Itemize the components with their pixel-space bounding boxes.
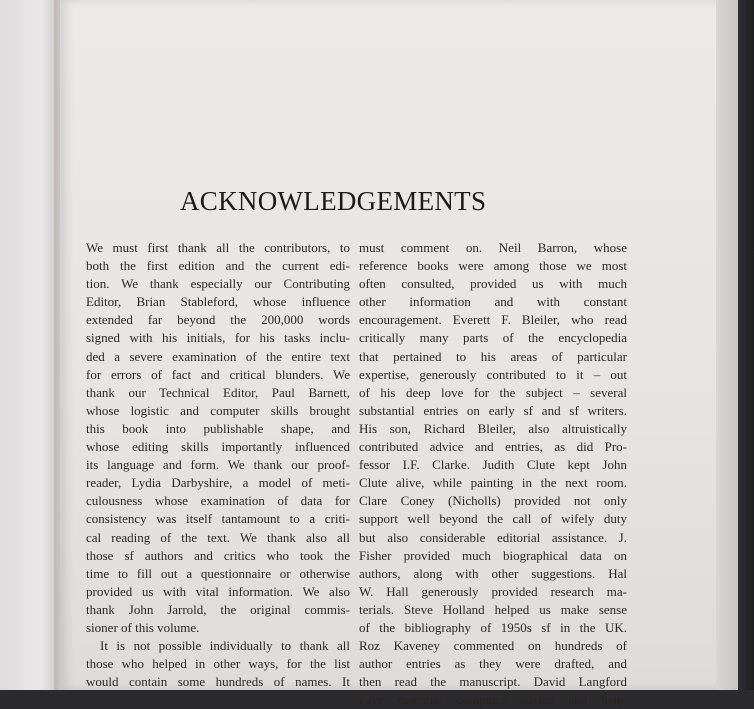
text-line: authors, along with other suggestions. Hal — [359, 565, 627, 581]
text-line: gave essential computer advice and help, — [359, 692, 627, 708]
page-title: ACKNOWLEDGEMENTS — [180, 186, 487, 216]
text-line: It is not possible individually to thank all — [100, 638, 350, 654]
text-line: Editor, Brian Stableford, whose influence — [86, 294, 350, 310]
text-line: thank John Jarrold, the original commis- — [86, 601, 350, 617]
text-line: then read the manuscript. David Langford — [359, 674, 627, 690]
text-line: of the bibliography of 1950s sf in the UK. — [359, 619, 627, 635]
text-line: Clute alive, while painting in the next room. — [359, 475, 627, 491]
facing-page-edge — [0, 0, 58, 690]
text-line: whose editing skills importantly influenced — [86, 439, 350, 455]
text-line: sioner of this volume. — [86, 619, 200, 635]
text-line: terials. Steve Holland helped us make sense — [359, 601, 627, 617]
text-line: that pertained to his areas of particular — [359, 348, 627, 364]
text-line: signed with his initials, for his tasks inclu- — [86, 330, 350, 346]
text-line: Clare Coney (Nicholls) provided not only — [359, 493, 627, 509]
text-line: those who helped in other ways, for the list — [86, 656, 350, 672]
text-line: culousness whose examination of data for — [86, 493, 350, 509]
text-line: author entries as they were drafted, and — [359, 656, 627, 672]
page-stack-edge — [716, 0, 738, 690]
text-line: W. Hall generously provided research ma- — [359, 583, 627, 599]
text-line: whose logistic and computer skills brought — [86, 402, 350, 418]
text-line: Roz Kaveney commented on hundreds of — [359, 638, 627, 654]
text-line: often consulted, provided us with much — [359, 276, 627, 292]
text-line: Fisher provided much biographical data on — [359, 547, 627, 563]
text-line: tion. We thank especially our Contributing — [86, 276, 350, 292]
text-line: of his deep love for the subject – several — [359, 384, 627, 400]
text-line: extended far beyond the 200,000 words — [86, 312, 350, 328]
text-line: must comment on. Neil Barron, whose — [359, 240, 627, 255]
text-column-right — [359, 239, 627, 709]
text-line: We must first thank all the contributors, to — [86, 240, 350, 255]
text-line: time to fill out a questionnaire or otherwise — [86, 565, 350, 581]
text-line: substantial entries on early sf and sf writers. — [359, 402, 627, 418]
text-line: ded a severe examination of the entire text — [86, 348, 350, 364]
background-surface — [738, 0, 754, 690]
text-line: critically many parts of the encyclopedia — [359, 330, 627, 346]
text-line: cal reading of the text. We thank also all — [86, 529, 350, 545]
text-line: reference books were among those we most — [359, 258, 627, 274]
text-line: consistency was itself tantamount to a criti- — [86, 511, 350, 527]
text-line: those sf authors and critics who took the — [86, 547, 350, 563]
text-line: expertise, generously contributed to it – out — [359, 366, 627, 382]
text-line: support well beyond the call of wifely duty — [359, 511, 627, 527]
text-line: but also considerable editorial assistance. J. — [359, 529, 627, 545]
text-line: reader, Lydia Darbyshire, a model of meti- — [86, 475, 350, 491]
text-line: encouragement. Everett F. Bleiler, who read — [359, 312, 627, 328]
text-line: other information and with constant — [359, 294, 627, 310]
text-line: thank our Technical Editor, Paul Barnett, — [86, 384, 350, 400]
text-line: would contain some hundreds of names. It — [86, 674, 350, 690]
text-line: this book into publishable shape, and — [86, 420, 350, 436]
text-line: His son, Richard Bleiler, also altruistically — [359, 420, 627, 436]
text-line: contributed advice and entries, as did Pro- — [359, 439, 627, 455]
text-line: for errors of fact and critical blunders. We — [86, 366, 350, 382]
text-line: both the first edition and the current edi- — [86, 258, 350, 274]
text-column-left — [86, 239, 350, 691]
text-line: its language and form. We thank our proof- — [86, 457, 350, 473]
text-line: provided us with vital information. We also — [86, 583, 350, 599]
text-line: fessor I.F. Clarke. Judith Clute kept John — [359, 457, 627, 473]
